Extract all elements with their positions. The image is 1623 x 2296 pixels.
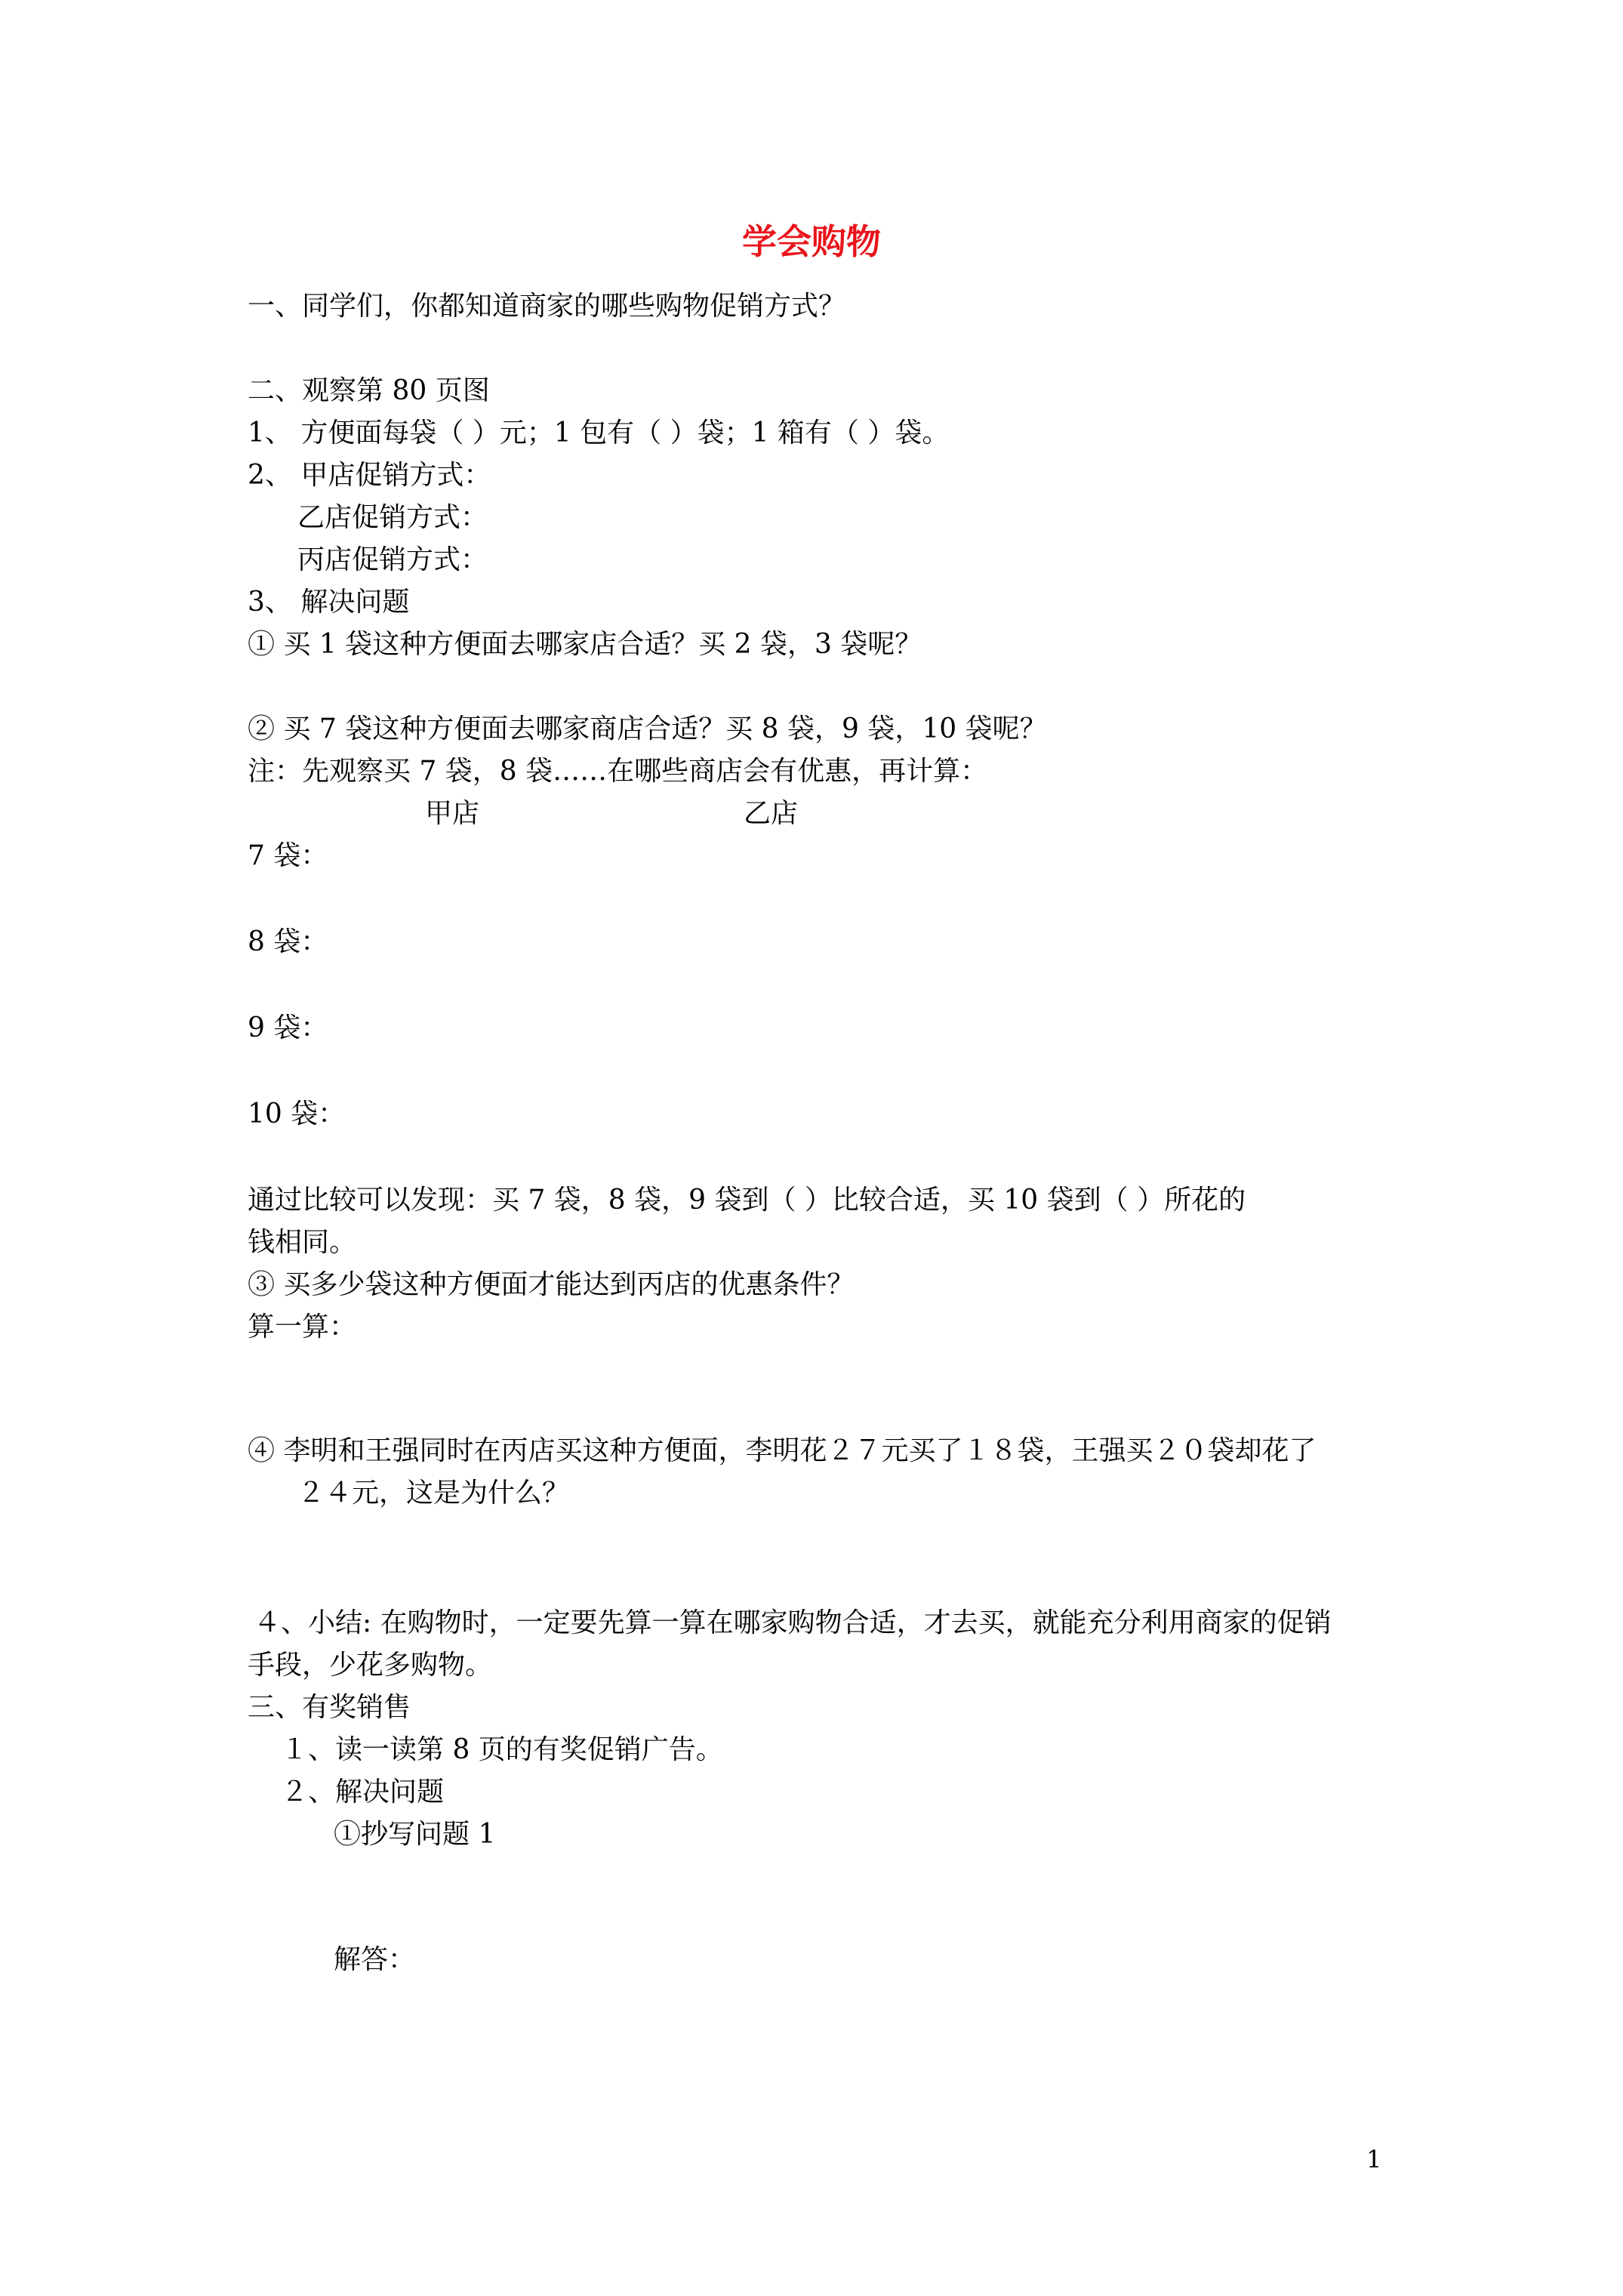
problem-4-line-1: ④ 李明和王强同时在丙店买这种方便面，李明花２７元买了１８袋，王强买２０袋却花了 xyxy=(248,1435,1317,1466)
section-3-item-2a: ①抄写问题 1 xyxy=(334,1819,496,1850)
question-2-yi: 乙店促销方式： xyxy=(297,502,488,533)
section-1-question: 一、同学们，你都知道商家的哪些购物促销方式？ xyxy=(248,291,846,322)
summary-line-1: ４、小结: 在购物时，一定要先算一算在哪家购物合适，才去买，就能充分利用商家的促销 xyxy=(254,1607,1332,1638)
column-header-jia: 甲店 xyxy=(425,798,480,829)
question-2-jia: 2、 甲店促销方式： xyxy=(248,460,491,491)
section-3-item-1: １、读一读第 8 页的有奖促销广告。 xyxy=(281,1734,723,1765)
section-3-heading: 三、有奖销售 xyxy=(248,1692,411,1723)
summary-line-2: 手段，少花多购物。 xyxy=(248,1650,493,1681)
page-title: 学会购物 xyxy=(742,221,881,262)
column-header-yi: 乙店 xyxy=(744,798,799,829)
row-7-bags: 7 袋： xyxy=(248,840,328,871)
calculate-label: 算一算： xyxy=(248,1311,357,1342)
row-8-bags: 8 袋： xyxy=(248,926,328,957)
row-9-bags: 9 袋： xyxy=(248,1012,328,1043)
question-1: 1、 方便面每袋（ ）元；1 包有（ ）袋；1 箱有（ ）袋。 xyxy=(248,418,950,448)
question-2-bing: 丙店促销方式： xyxy=(297,544,488,575)
comparison-line-2: 钱相同。 xyxy=(248,1227,357,1258)
comparison-line-1: 通过比较可以发现：买 7 袋，8 袋，9 袋到（ ）比较合适，买 10 袋到（ ）所花的 xyxy=(248,1185,1246,1216)
row-10-bags: 10 袋： xyxy=(248,1099,346,1130)
note: 注：先观察买 7 袋，8 袋……在哪些商店会有优惠，再计算： xyxy=(248,756,988,787)
problem-1: ① 买 1 袋这种方便面去哪家店合适？买 2 袋，3 袋呢？ xyxy=(248,629,922,660)
question-3: 3、 解决问题 xyxy=(248,587,410,618)
section-2-heading: 二、观察第 80 页图 xyxy=(248,375,490,406)
problem-4-line-2: ２４元，这是为什么？ xyxy=(297,1478,570,1509)
section-3-item-2: ２、解决问题 xyxy=(281,1777,445,1808)
page-number: 1 xyxy=(1366,2145,1382,2174)
problem-2: ② 买 7 袋这种方便面去哪家商店合适？买 8 袋，9 袋，10 袋呢？ xyxy=(248,713,1047,744)
answer-label: 解答： xyxy=(334,1944,416,1975)
problem-3: ③ 买多少袋这种方便面才能达到丙店的优惠条件？ xyxy=(248,1269,855,1300)
